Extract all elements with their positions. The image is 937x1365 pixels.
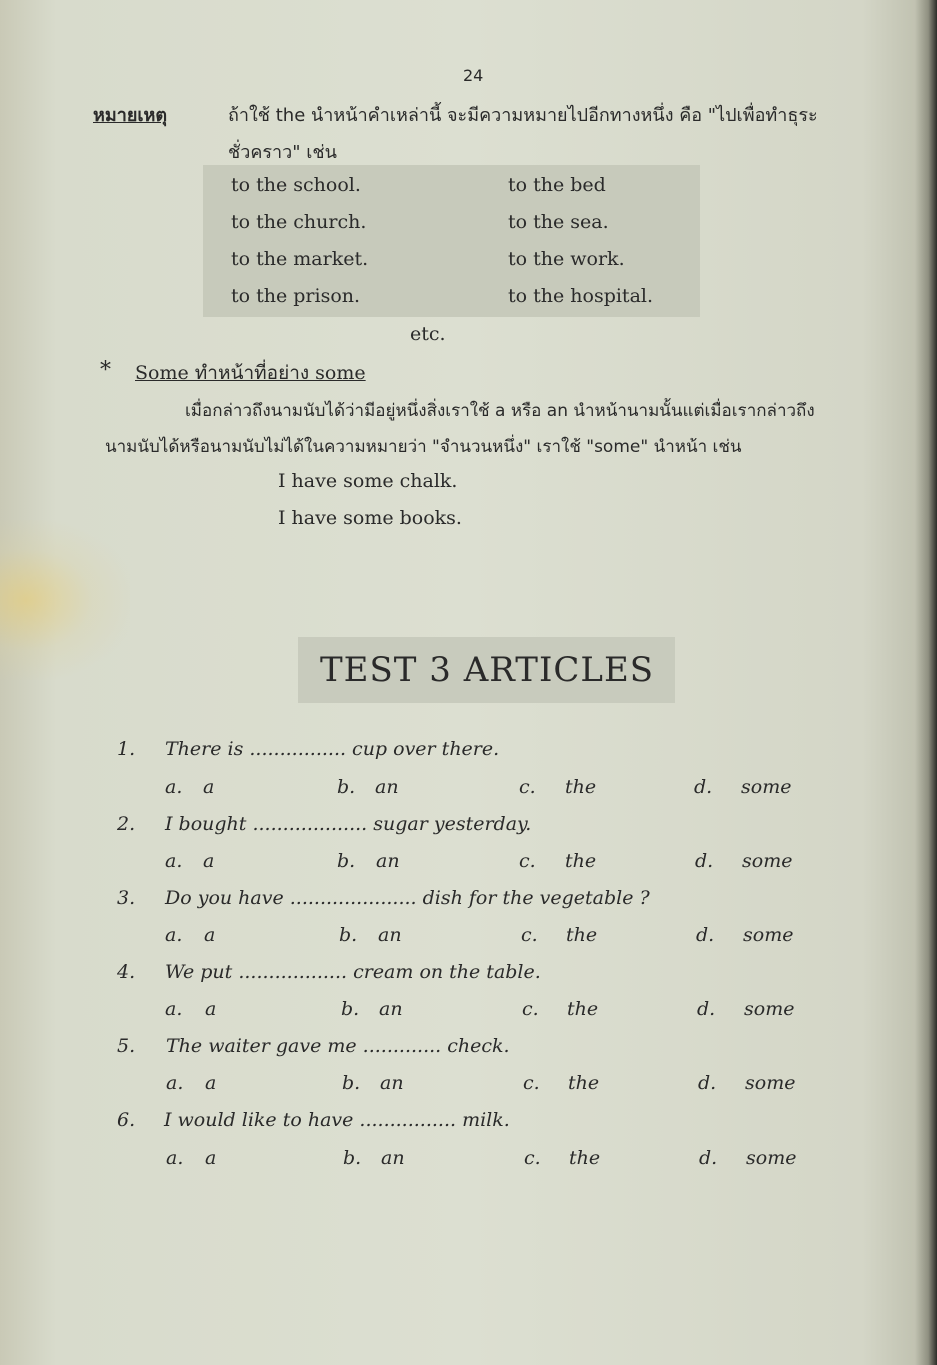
option-letter: c.: [523, 1072, 540, 1094]
example-right: to the bed: [508, 174, 606, 196]
question-number: 2.: [117, 813, 136, 835]
option-text: a: [205, 1147, 217, 1169]
some-paragraph-line1: เมื่อกล่าวถึงนามนับได้ว่ามีอยู่หนึ่งสิ่งเราใช้ a หรือ an นำหน้านามนั้นแต่เมื่อเรากล่าวถึง: [185, 401, 815, 421]
option-letter: d.: [699, 1147, 718, 1169]
example-left: to the school.: [231, 174, 361, 196]
option-letter: d.: [697, 998, 716, 1020]
option-letter: d.: [695, 850, 714, 872]
option-letter: c.: [522, 998, 539, 1020]
option-letter: c.: [521, 924, 538, 946]
some-paragraph-line2: นามนับได้หรือนามนับไม่ได้ในความหมายว่า "จำนวนหนึ่ง" เราใช้ "some" นำหน้า เช่น: [105, 437, 742, 457]
example-right: to the sea.: [508, 211, 609, 233]
option-letter: d.: [698, 1072, 717, 1094]
option-text: a: [204, 924, 216, 946]
option-letter: a.: [165, 998, 183, 1020]
option-text: the: [569, 1147, 601, 1169]
option-letter: b.: [337, 776, 356, 798]
option-text: an: [378, 924, 402, 946]
bullet-star: *: [100, 358, 111, 383]
option-letter: b.: [337, 850, 356, 872]
option-letter: a.: [165, 776, 183, 798]
option-text: an: [381, 1147, 405, 1169]
option-text: a: [205, 998, 217, 1020]
option-letter: a.: [165, 924, 183, 946]
question-number: 6.: [117, 1109, 136, 1131]
question-text: The waiter gave me ............. check.: [166, 1035, 510, 1057]
option-letter: a.: [166, 1147, 184, 1169]
option-letter: b.: [339, 924, 358, 946]
option-text: the: [567, 998, 599, 1020]
book-spine-shadow: [915, 0, 937, 1365]
option-text: some: [745, 1072, 796, 1094]
paper-stain: [0, 520, 130, 680]
option-text: an: [380, 1072, 404, 1094]
option-letter: b.: [343, 1147, 362, 1169]
some-example-sentence: I have some books.: [278, 507, 462, 529]
example-left: to the church.: [231, 211, 367, 233]
question-text: I would like to have ................ milk.: [164, 1109, 510, 1131]
example-right: to the hospital.: [508, 285, 654, 307]
option-text: some: [743, 924, 794, 946]
example-left: to the prison.: [231, 285, 361, 307]
option-text: the: [565, 776, 597, 798]
option-letter: c.: [519, 850, 536, 872]
question-text: Do you have ..................... dish for the vegetable ?: [165, 887, 650, 909]
option-letter: a.: [166, 1072, 184, 1094]
page-number: 24: [463, 66, 484, 85]
section-heading-some: Some ทำหน้าที่อย่าง some: [135, 362, 366, 384]
option-text: the: [568, 1072, 600, 1094]
option-letter: b.: [342, 1072, 361, 1094]
question-number: 1.: [117, 738, 136, 760]
option-text: an: [375, 776, 399, 798]
etc-label: etc.: [410, 323, 446, 345]
test-title: TEST 3 ARTICLES: [320, 650, 655, 690]
option-letter: c.: [519, 776, 536, 798]
note-label: หมายเหตุ: [93, 105, 168, 126]
question-number: 4.: [117, 961, 136, 983]
note-text-line1: ถ้าใช้ the นำหน้าคำเหล่านี้ จะมีความหมายไปอีกทางหนึ่ง คือ "ไปเพื่อทำธุระ: [228, 105, 818, 126]
question-text: There is ................ cup over there.: [165, 738, 500, 760]
option-text: an: [376, 850, 400, 872]
option-letter: c.: [524, 1147, 541, 1169]
option-text: some: [744, 998, 795, 1020]
option-text: an: [379, 998, 403, 1020]
option-letter: d.: [694, 776, 713, 798]
option-text: some: [746, 1147, 797, 1169]
option-text: some: [742, 850, 793, 872]
option-text: the: [565, 850, 597, 872]
example-left: to the market.: [231, 248, 369, 270]
option-letter: d.: [696, 924, 715, 946]
question-number: 3.: [117, 887, 136, 909]
some-example-sentence: I have some chalk.: [278, 470, 458, 492]
option-letter: a.: [165, 850, 183, 872]
question-text: I bought ................... sugar yesterday.: [165, 813, 532, 835]
option-text: a: [203, 776, 215, 798]
option-text: a: [205, 1072, 217, 1094]
question-text: We put .................. cream on the table.: [165, 961, 541, 983]
option-letter: b.: [341, 998, 360, 1020]
note-text-line2: ชั่วคราว" เช่น: [228, 142, 337, 163]
question-number: 5.: [117, 1035, 136, 1057]
example-right: to the work.: [508, 248, 625, 270]
option-text: a: [203, 850, 215, 872]
option-text: some: [741, 776, 792, 798]
option-text: the: [566, 924, 598, 946]
